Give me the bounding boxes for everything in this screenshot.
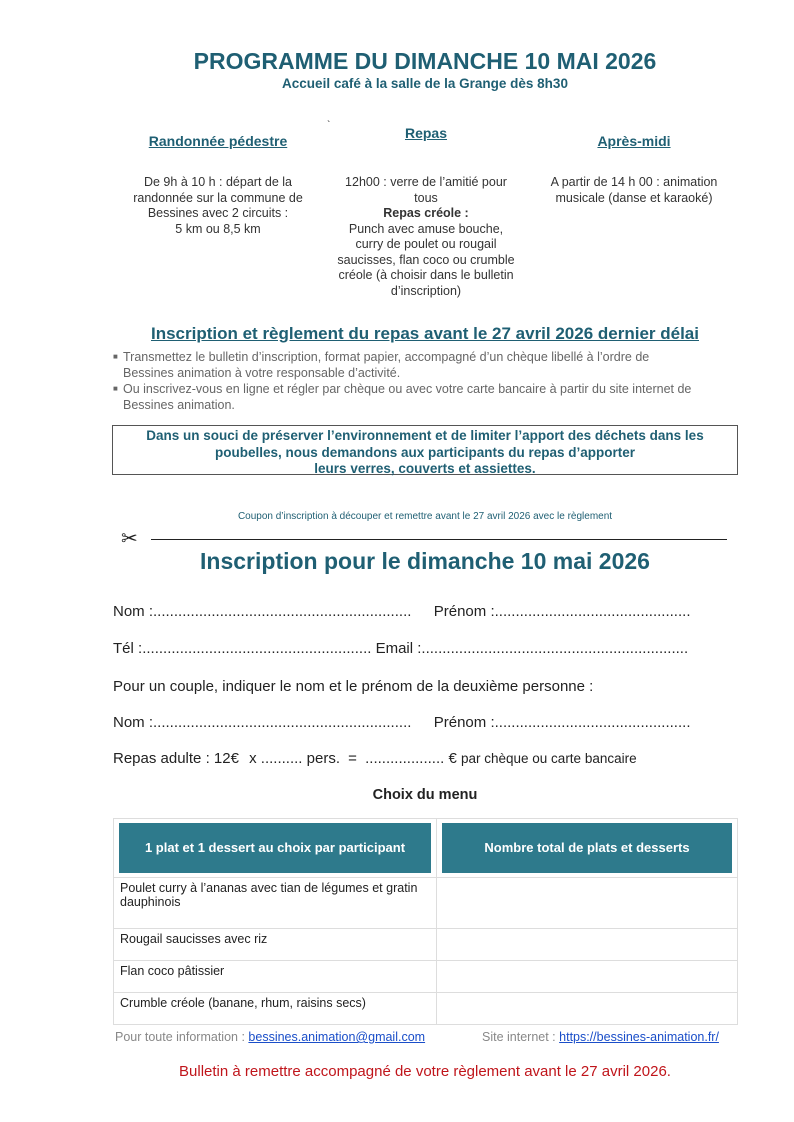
nom-label-2: Nom : (113, 714, 154, 731)
prenom-field[interactable]: ............................................... (494, 603, 691, 620)
menu-title: Choix du menu (372, 787, 478, 803)
footer-site-label: Site internet : (482, 1030, 556, 1044)
program-text-afternoon: A partir de 14 h 00 : animation musicale (danse et karaoké) (550, 175, 718, 205)
menu-count-cell[interactable] (437, 878, 738, 929)
menu-item: Flan coco pâtissier (114, 961, 437, 993)
menu-count-cell[interactable] (437, 993, 738, 1025)
prenom-label: Prénom : (433, 603, 495, 620)
repas-amount-field[interactable]: ................... (365, 750, 445, 767)
program-text-meal: 12h00 : verre de l’amitié pour tous Repas créole : Punch avec amuse bouche, curry de poulet ou rougail saucisses, flan coco ou crumble créole (à choisir dans le bulletin d’inscription) (316, 175, 536, 299)
menu-header-left: 1 plat et 1 dessert au choix par participant (119, 823, 431, 873)
footer-site (482, 1030, 719, 1044)
menu-item: Crumble créole (banane, rhum, raisins secs) (114, 993, 437, 1025)
repas-equals: = (348, 750, 357, 767)
repas-payment: par chèque ou carte bancaire (460, 751, 637, 766)
registration-bullets (113, 349, 733, 413)
menu-item: Rougail saucisses avec riz (114, 929, 437, 961)
footer-site-link[interactable]: https://bessines-animation.fr/ (559, 1030, 719, 1044)
email-field[interactable]: ................................................................ (421, 640, 689, 657)
menu-header-right: Nombre total de plats et desserts (442, 823, 732, 873)
form-row-name-second (113, 714, 690, 731)
cut-line (151, 539, 727, 540)
form-row-meal (113, 750, 637, 767)
program-heading-afternoon: Après-midi (597, 133, 671, 149)
deadline-notice: Bulletin à remettre accompagné de votre règlement avant le 27 avril 2026. (179, 1063, 671, 1080)
bullet-online: ■ Ou inscrivez-vous en ligne et régler par chèque ou avec votre carte bancaire à partir du site internet de Bessines animation. (113, 382, 692, 412)
meal-bold-label: Repas créole : (383, 206, 469, 220)
form-row-name (113, 603, 690, 620)
email-label: Email : (375, 640, 422, 657)
nom-label: Nom : (113, 603, 154, 620)
menu-count-cell[interactable] (437, 929, 738, 961)
stray-mark: ` (327, 120, 331, 131)
tel-label: Tél : (113, 640, 143, 657)
repas-persons-field[interactable]: .......... (260, 750, 303, 767)
repas-times: x (249, 750, 257, 767)
environment-notice-box: Dans un souci de préserver l’environnement et de limiter l’apport des déchets dans les poubelles, nous demandons aux participants du repas d’apporter leurs verres, couverts et assiettes. (112, 425, 738, 475)
tel-field[interactable]: ....................................................... (142, 640, 372, 657)
nom-field[interactable]: .............................................................. (153, 603, 412, 620)
repas-euro: € (448, 750, 457, 767)
form-title: Inscription pour le dimanche 10 mai 2026 (200, 548, 650, 574)
repas-pers-label: pers. (306, 750, 340, 767)
nom-field-2[interactable]: .............................................................. (153, 714, 412, 731)
menu-table (113, 818, 738, 1025)
coupon-instruction: Coupon d’inscription à découper et remettre avant le 27 avril 2026 avec le règlement (237, 511, 613, 522)
prenom-label-2: Prénom : (433, 714, 495, 731)
page-title: PROGRAMME DU DIMANCHE 10 MAI 2026 (193, 48, 657, 74)
table-row (114, 929, 738, 961)
footer-info-label: Pour toute information : (115, 1030, 245, 1044)
table-row (114, 878, 738, 929)
bullet-square-icon: ■ (113, 352, 118, 361)
registration-title: Inscription et règlement du repas avant le 27 avril 2026 dernier délai (150, 324, 699, 343)
table-row (114, 993, 738, 1025)
couple-instruction: Pour un couple, indiquer le nom et le prénom de la deuxième personne : (113, 678, 594, 695)
prenom-field-2[interactable]: ............................................... (494, 714, 691, 731)
footer-info (115, 1030, 425, 1044)
table-row (114, 961, 738, 993)
scissors-icon: ✂ (121, 528, 138, 550)
menu-count-cell[interactable] (437, 961, 738, 993)
form-row-contact (113, 640, 688, 657)
page-subtitle: Accueil café à la salle de la Grange dès 8h30 (282, 76, 568, 91)
menu-item: Poulet curry à l’ananas avec tian de légumes et gratin dauphinois (114, 878, 437, 929)
footer-email-link[interactable]: bessines.animation@gmail.com (248, 1030, 426, 1044)
bullet-square-icon: ■ (113, 384, 118, 393)
repas-label: Repas adulte : 12€ (113, 750, 239, 767)
bullet-paper: ■ Transmettez le bulletin d’inscription, format papier, accompagné d’un chèque libellé à l’ordre de Bessines animation à votre responsable d’activité. (113, 350, 650, 380)
menu-header-row (114, 819, 738, 878)
program-heading-meal: Repas (404, 125, 448, 141)
program-heading-hike: Randonnée pédestre (148, 133, 288, 149)
program-text-hike: De 9h à 10 h : départ de la randonnée sur la commune de Bessines avec 2 circuits : 5 km ou 8,5 km (133, 175, 303, 236)
